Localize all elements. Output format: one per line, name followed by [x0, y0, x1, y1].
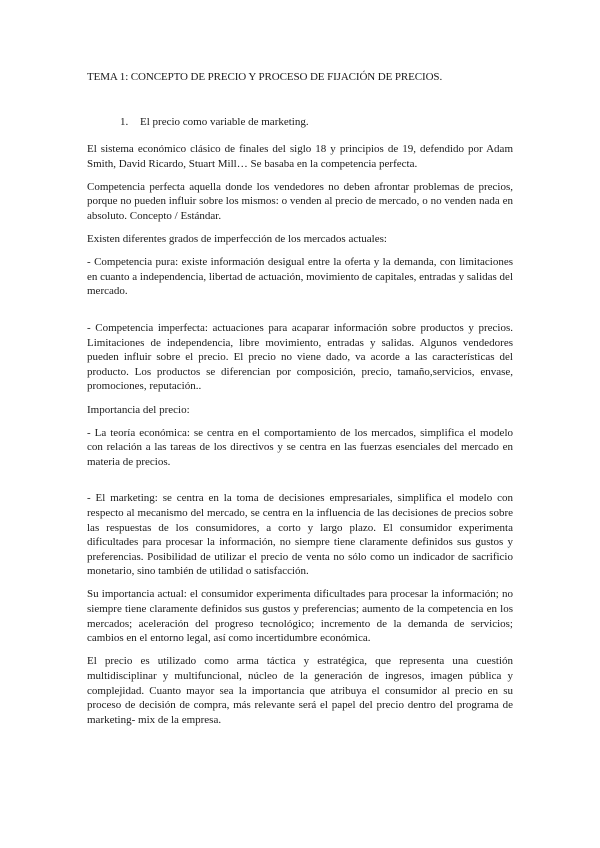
paragraph-competencia-pura: - Competencia pura: existe información desigual entre la oferta y la demanda, con limitaciones en cuanto a independencia, libertad de actuación, movimiento de capitales, entradas y salidas del mercado. — [87, 256, 513, 298]
list-number: 1. — [120, 115, 129, 128]
paragraph-arma-tactica: El precio es utilizado como arma táctica y estratégica, que representa una cuestión multidisciplinar y multifuncional, núcleo de la generación de ingresos, imagen pública y complejidad. Cuanto mayor sea la importancia que atribuya el consumidor al precio en su proceso de decisión de compra, más relevante será el papel del precio dentro del programa de marketing- mix de la empresa. — [87, 655, 513, 726]
list-heading-text: El precio como variable de marketing. — [140, 115, 309, 128]
paragraph-sistema-clasico: El sistema económico clásico de finales del siglo 18 y principios de 19, defendido por Adam Smith, David Ricardo, Stuart Mill… Se basaba en la competencia perfecta. — [87, 143, 513, 170]
paragraph-marketing: - El marketing: se centra en la toma de decisiones empresariales, simplifica el modelo con respecto al mecanismo del mercado, se centra en la influencia de las decisiones de precios sobre las respuestas de los consumidores, a corto y largo plazo. El consumidor experimenta dificultades para procesar la información, no siempre tiene claramente definidos sus gustos y preferencias. Posibilidad de utilizar el precio de venta no sólo como un indicador de sacrificio monetario, sino también de utilidad o satisfacción. — [87, 492, 513, 578]
paragraph-importancia-precio: Importancia del precio: — [87, 403, 190, 416]
paragraph-importancia-actual: Su importancia actual: el consumidor experimenta dificultades para procesar la información; no siempre tiene claramente definidos sus gustos y preferencias; aumento de la competencia en los mercados; aceleración del progreso tecnológico; incremento de la demanda de servicios; cambios en el entorno legal, así como incertidumbre económica. — [87, 588, 513, 645]
paragraph-grados-imperfeccion: Existen diferentes grados de imperfección de los mercados actuales: — [87, 233, 387, 246]
document-body — [87, 70, 513, 736]
numbered-heading — [87, 115, 513, 130]
paragraph-competencia-perfecta: Competencia perfecta aquella donde los vendedores no deben afrontar problemas de precios, porque no pueden influir sobre los mismos: o venden al precio de mercado, o no venden nada en absoluto. Concepto / Estándar. — [87, 180, 513, 223]
document-title: TEMA 1: CONCEPTO DE PRECIO Y PROCESO DE FIJACIÓN DE PRECIOS. — [87, 71, 443, 83]
paragraph-teoria-economica: - La teoría económica: se centra en el comportamiento de los mercados, simplifica el modelo con relación a las tareas de los directivos y se centra en las fuerzas esenciales del mercado en materia de precios. — [87, 426, 513, 468]
paragraph-competencia-imperfecta: - Competencia imperfecta: actuaciones para acaparar información sobre productos y precios. Limitaciones de independencia, libre movimiento, entradas y salidas. Algunos vendedores pueden influir sobre el precio. El precio no viene dado, va acorde a las características del producto. Los productos se diferencian por composición, precio, tamaño,servicios, envase, promociones, reputación.. — [87, 322, 513, 393]
